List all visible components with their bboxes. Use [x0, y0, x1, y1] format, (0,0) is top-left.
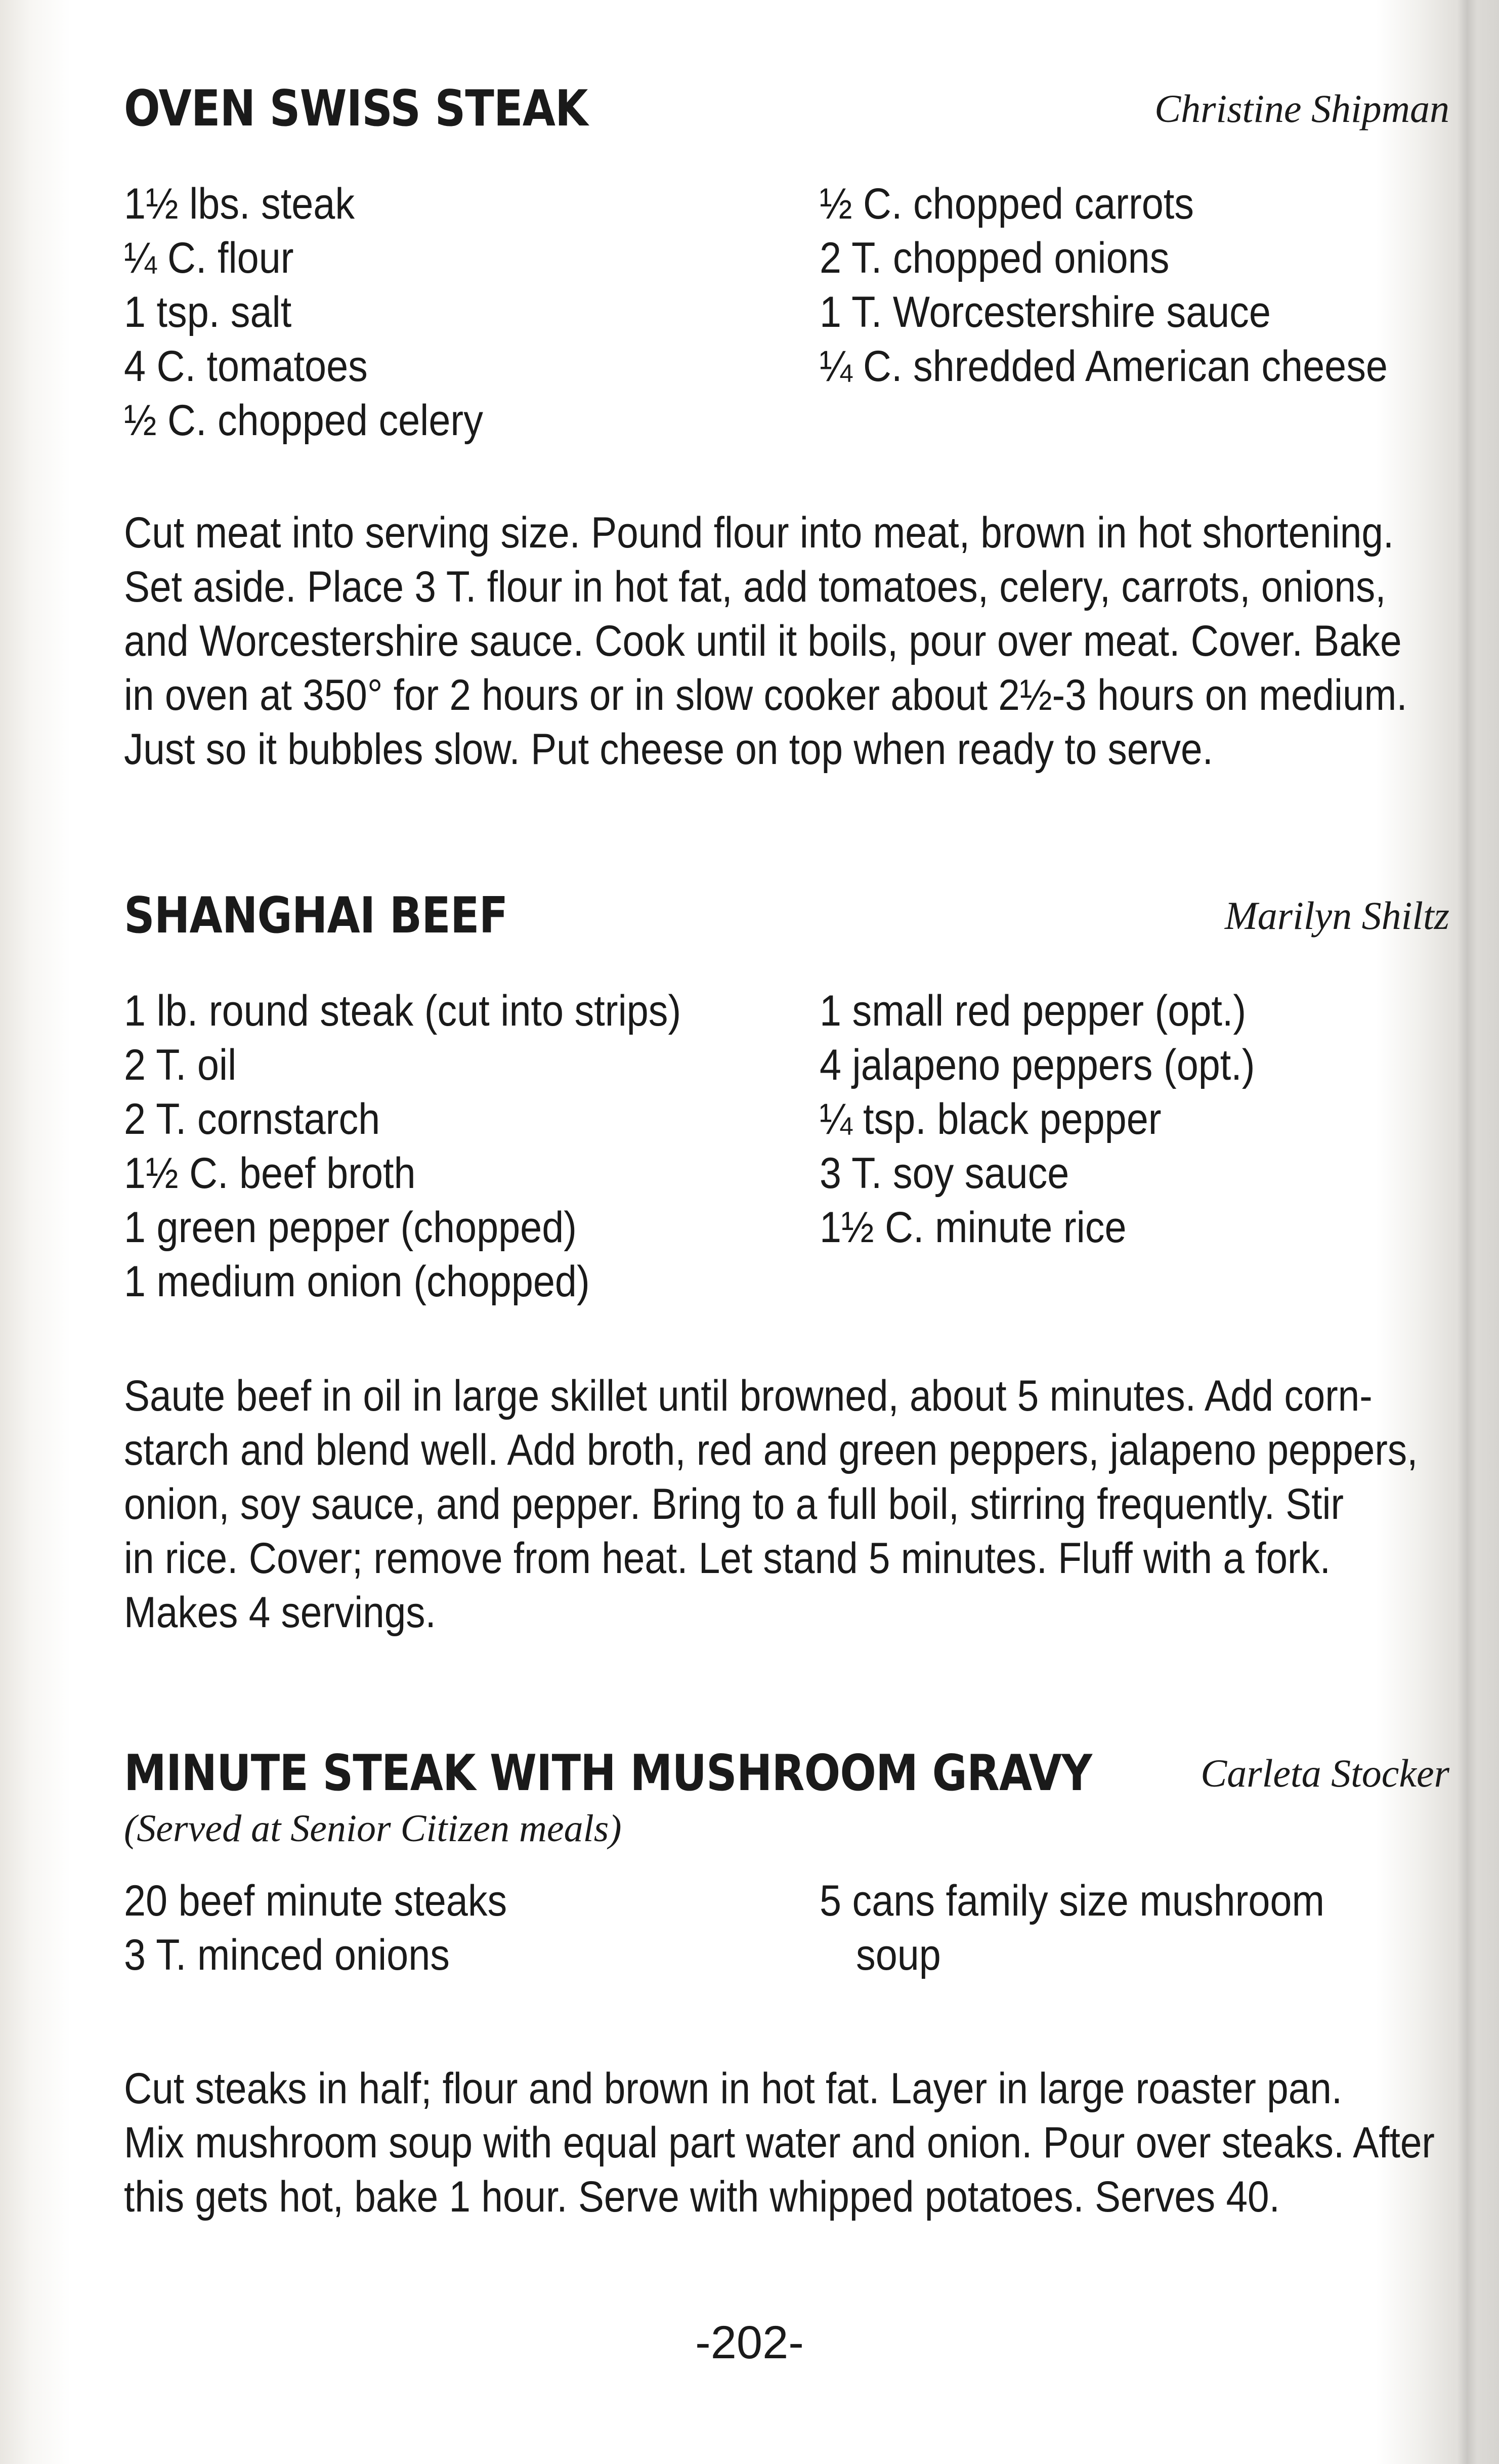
ingredients-list [124, 1874, 1449, 1982]
ingredient: 1 medium onion (chopped) [124, 1257, 590, 1306]
ingredient: ½ C. chopped celery [124, 396, 483, 445]
recipe-subtitle: (Served at Senior Citizen meals) [124, 1807, 622, 1850]
instruction-line: Just so it bubbles slow. Put cheese on top when ready to serve. [124, 725, 1213, 774]
ingredient: 1 T. Worcestershire sauce [820, 288, 1271, 336]
recipe-oven-swiss-steak [124, 76, 1449, 448]
ingredients-left-column [124, 177, 782, 448]
instruction-line: Mix mushroom soup with equal part water and onion. Pour over steaks. After [124, 2118, 1435, 2167]
ingredient: 3 T. minced onions [124, 1931, 450, 1979]
ingredient: 1 lb. round steak (cut into strips) [124, 987, 681, 1035]
ingredient: 4 C. tomatoes [124, 342, 368, 391]
instruction-line: this gets hot, bake 1 hour. Serve with whipped potatoes. Serves 40. [124, 2173, 1280, 2221]
instruction-line: Makes 4 servings. [124, 1588, 436, 1637]
instruction-line: in oven at 350° for 2 hours or in slow cooker about 2½-3 hours on medium. [124, 671, 1407, 719]
recipe-title: MINUTE STEAK WITH MUSHROOM GRAVY [124, 1745, 1092, 1802]
ingredients-right-column [820, 984, 1477, 1255]
recipe-title-row [124, 1740, 1449, 1806]
recipe-contributor: Marilyn Shiltz [1224, 894, 1449, 938]
ingredient: 1 small red pepper (opt.) [820, 987, 1247, 1035]
ingredient: 1½ C. beef broth [124, 1149, 416, 1198]
ingredient: 5 cans family size mushroom [820, 1877, 1324, 1925]
instruction-line: in rice. Cover; remove from heat. Let stand 5 minutes. Fluff with a fork. [124, 1534, 1331, 1583]
ingredient: ¼ tsp. black pepper [820, 1095, 1162, 1143]
instruction-line: Cut meat into serving size. Pound flour into meat, brown in hot shortening. [124, 508, 1394, 557]
ingredient: 20 beef minute steaks [124, 1877, 507, 1925]
recipe-instructions [124, 1369, 1449, 1640]
ingredient: 1½ lbs. steak [124, 180, 355, 228]
recipe-instructions [124, 506, 1449, 777]
ingredient-continuation: soup [856, 1931, 941, 1979]
ingredient: 1 green pepper (chopped) [124, 1203, 577, 1252]
instruction-line: and Worcestershire sauce. Cook until it boils, pour over meat. Cover. Bake [124, 617, 1402, 665]
ingredient: 2 T. cornstarch [124, 1095, 380, 1143]
instruction-line: Saute beef in oil in large skillet until browned, about 5 minutes. Add corn- [124, 1372, 1373, 1420]
ingredient: ¼ C. shredded American cheese [820, 342, 1388, 391]
recipe-title-row [124, 76, 1449, 142]
ingredient: 1½ C. minute rice [820, 1203, 1127, 1252]
instruction-line: starch and blend well. Add broth, red and green peppers, jalapeno peppers, [124, 1426, 1418, 1474]
ingredients-left-column [124, 1874, 782, 1982]
recipe-contributor: Carleta Stocker [1201, 1751, 1449, 1795]
ingredient: 2 T. chopped onions [820, 234, 1170, 282]
ingredients-list [124, 177, 1449, 448]
instruction-line: Set aside. Place 3 T. flour in hot fat, add tomatoes, celery, carrots, onions, [124, 563, 1386, 611]
ingredient: 2 T. oil [124, 1041, 237, 1089]
ingredient: ¼ C. flour [124, 234, 294, 282]
recipe-instructions [124, 2062, 1449, 2224]
recipe-minute-steak-mushroom-gravy [124, 1740, 1449, 1982]
recipe-title-row [124, 883, 1449, 949]
ingredient: 1 tsp. salt [124, 288, 292, 336]
recipe-title: SHANGHAI BEEF [124, 887, 508, 945]
ingredient: ½ C. chopped carrots [820, 180, 1194, 228]
ingredient: 3 T. soy sauce [820, 1149, 1069, 1198]
ingredients-right-column [820, 1874, 1477, 1982]
page-number: -202- [695, 2317, 804, 2368]
ingredient: 4 jalapeno peppers (opt.) [820, 1041, 1255, 1089]
ingredients-list [124, 984, 1449, 1309]
recipe-contributor: Christine Shipman [1154, 87, 1449, 131]
instruction-line: onion, soy sauce, and pepper. Bring to a full boil, stirring frequently. Stir [124, 1480, 1344, 1528]
ingredients-right-column [820, 177, 1477, 394]
instruction-line: Cut steaks in half; flour and brown in hot fat. Layer in large roaster pan. [124, 2064, 1343, 2113]
recipe-title: OVEN SWISS STEAK [124, 80, 588, 138]
ingredients-left-column [124, 984, 782, 1309]
recipe-shanghai-beef [124, 883, 1449, 1309]
